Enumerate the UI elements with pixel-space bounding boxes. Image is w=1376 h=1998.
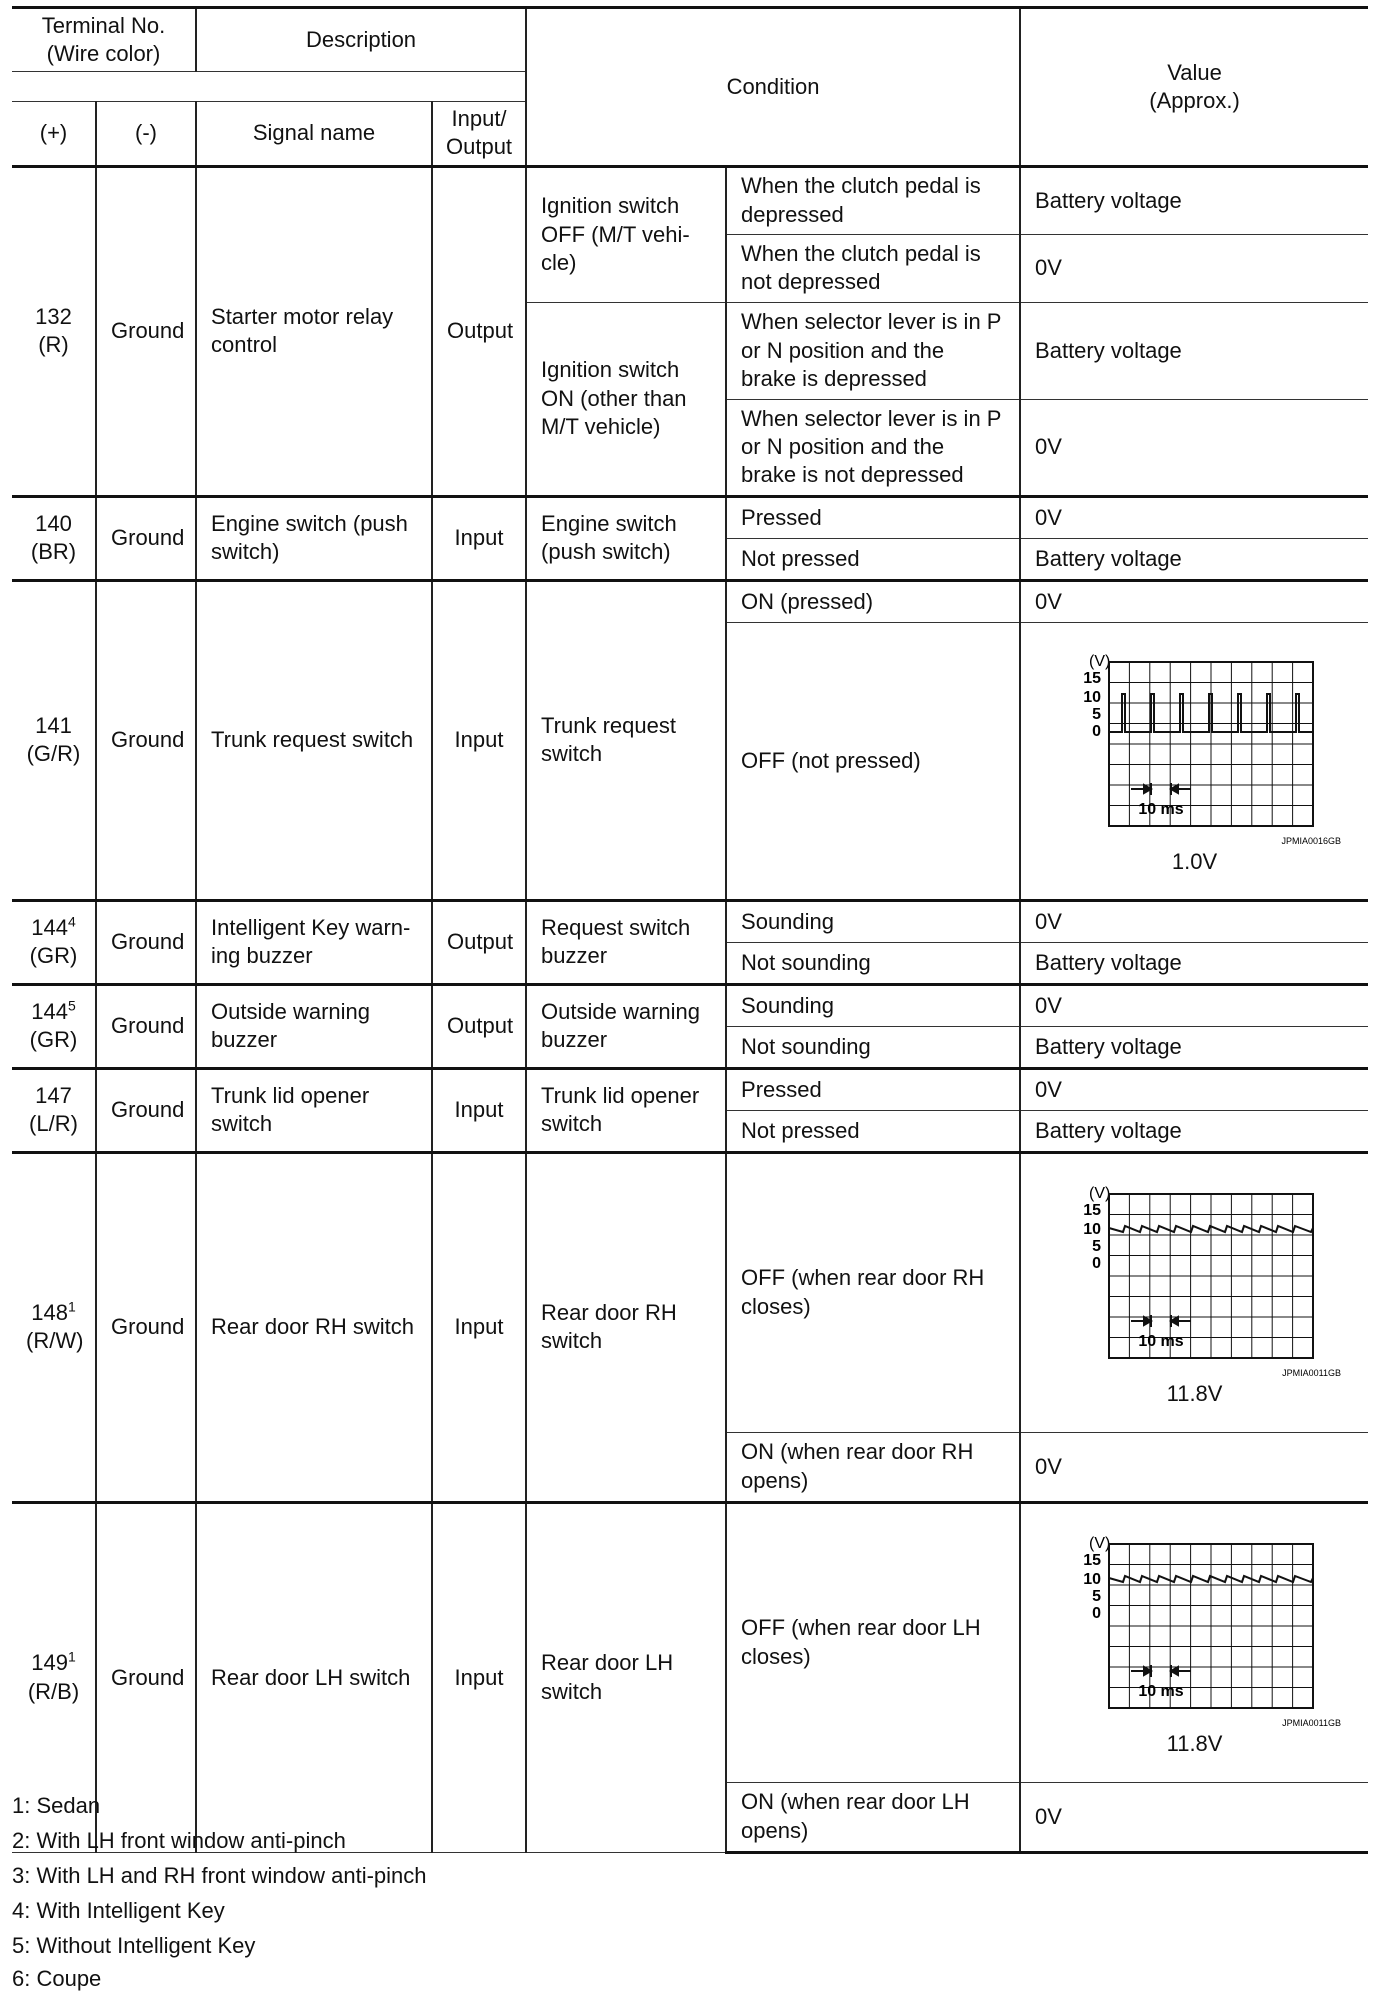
signal-name: Rear door RH switch	[196, 1152, 432, 1502]
terminal-number: 141	[35, 712, 72, 738]
sub-condition: When the clutch pedal is depressed	[726, 166, 1020, 234]
terminal-number: 144	[31, 914, 68, 940]
terminal-cell	[12, 984, 96, 1068]
terminal-number-line	[26, 1299, 81, 1327]
value: 0V	[1020, 1782, 1368, 1852]
footnote: 1: Sedan	[12, 1793, 101, 1818]
terminal-cell	[12, 496, 96, 580]
value: 0V	[1020, 234, 1368, 302]
table-row	[12, 580, 1368, 622]
wire-color: (R/B)	[27, 1678, 80, 1704]
timebase-label: 10 ms	[1137, 800, 1184, 818]
input-output: Input	[432, 1068, 526, 1152]
sub-condition: Pressed	[726, 1068, 1020, 1110]
waveform-value: 1.0V	[1171, 848, 1218, 874]
signal-name: Intelligent Key warn-ing buzzer	[196, 900, 432, 984]
value: Battery voltage	[1020, 166, 1368, 234]
signal-name: Outside warning buzzer	[196, 984, 432, 1068]
table-row	[12, 166, 1368, 234]
signal-name: Starter motor relay control	[196, 166, 432, 496]
footnote: 2: With LH front window anti-pinch	[12, 1828, 346, 1853]
terminal-number-line	[26, 1649, 81, 1677]
value: 0V	[1020, 580, 1368, 622]
signal-name: Rear door LH switch	[196, 1502, 432, 1852]
waveform-unit-label: (V)	[1088, 1184, 1110, 1202]
sub-condition: ON (pressed)	[726, 580, 1020, 622]
figure-code: JPMIA0011GB	[1281, 1717, 1341, 1728]
condition: Ignition switch OFF (M/T vehi-cle)	[526, 166, 726, 302]
waveform-tick-label: 5	[1091, 1237, 1101, 1255]
waveform-tick-label: 5	[1091, 705, 1101, 723]
waveform-tick-label: 5	[1091, 1587, 1101, 1605]
value: Battery voltage	[1020, 1026, 1368, 1068]
terminal-spec-table	[12, 6, 1368, 1854]
table-row	[12, 984, 1368, 1026]
signal-name: Engine switch (push switch)	[196, 496, 432, 580]
header-terminal-no-label: Terminal No.	[41, 13, 166, 38]
value: 0V	[1020, 496, 1368, 538]
waveform-tick-label: 15	[1082, 669, 1101, 687]
terminal-cell	[12, 580, 96, 900]
footnote-ref: 4	[67, 913, 76, 930]
header-input-output-line2: Output	[446, 134, 513, 160]
table-row	[12, 1502, 1368, 1782]
minus-terminal: Ground	[96, 1502, 196, 1852]
wire-color: (R/W)	[26, 1328, 84, 1354]
table-header	[12, 8, 1368, 167]
condition: Outside warning buzzer	[526, 984, 726, 1068]
wire-color: (GR)	[29, 943, 78, 969]
input-output: Output	[432, 166, 526, 496]
table-row	[12, 1068, 1368, 1110]
input-output: Input	[432, 580, 526, 900]
figure-code: JPMIA0011GB	[1281, 1367, 1341, 1378]
sub-condition: ON (when rear door LH opens)	[726, 1782, 1020, 1852]
minus-terminal: Ground	[96, 1068, 196, 1152]
condition: Trunk request switch	[526, 580, 726, 900]
waveform-trace	[1109, 694, 1313, 732]
sub-condition: Not sounding	[726, 1026, 1020, 1068]
sub-condition: When selector lever is in P or N position and the brake is not depressed	[726, 399, 1020, 496]
sub-condition: Not pressed	[726, 538, 1020, 580]
sub-condition: OFF (when rear door LH closes)	[726, 1502, 1020, 1782]
ripple-waveform-graph	[1045, 1528, 1345, 1728]
input-output: Input	[432, 1502, 526, 1852]
value: 0V	[1020, 900, 1368, 942]
minus-terminal: Ground	[96, 580, 196, 900]
value: 0V	[1020, 984, 1368, 1026]
header-input-output-line1: Input/	[451, 106, 507, 132]
header-signal-name: Signal name	[196, 102, 432, 166]
footnote-ref: 5	[67, 997, 76, 1014]
sub-condition: Sounding	[726, 900, 1020, 942]
value: 0V	[1020, 1068, 1368, 1110]
wire-color: (G/R)	[26, 741, 81, 767]
header-description: Description	[196, 8, 526, 72]
timebase-label: 10 ms	[1137, 1682, 1184, 1700]
sub-condition: OFF (when rear door RH closes)	[726, 1152, 1020, 1432]
waveform-tick-label: 15	[1082, 1201, 1101, 1219]
header-approx-label: (Approx.)	[1149, 87, 1240, 113]
waveform-tick-label: 10	[1082, 688, 1101, 706]
signal-name: Trunk request switch	[196, 580, 432, 900]
wire-color: (GR)	[29, 1027, 78, 1053]
wire-color: (L/R)	[29, 1111, 78, 1137]
waveform-tick-label: 0	[1091, 722, 1101, 740]
value: Battery voltage	[1020, 1110, 1368, 1152]
value: Battery voltage	[1020, 942, 1368, 984]
terminal-number: 144	[31, 998, 68, 1024]
terminal-cell	[12, 166, 96, 496]
input-output: Output	[432, 984, 526, 1068]
timebase-label: 10 ms	[1137, 1332, 1184, 1350]
table-row	[12, 496, 1368, 538]
footnote: 6: Coupe	[12, 1966, 102, 1991]
wire-color: (BR)	[30, 539, 77, 565]
terminal-cell	[12, 1068, 96, 1152]
condition: Trunk lid opener switch	[526, 1068, 726, 1152]
value: 0V	[1020, 399, 1368, 496]
waveform-unit-label: (V)	[1088, 652, 1110, 670]
sub-condition: Pressed	[726, 496, 1020, 538]
header-condition: Condition	[526, 8, 1020, 167]
signal-name: Trunk lid opener switch	[196, 1068, 432, 1152]
waveform-cell	[1020, 1152, 1368, 1432]
waveform-value: 11.8V	[1166, 1380, 1223, 1406]
condition: Rear door LH switch	[526, 1502, 726, 1852]
terminal-number: 132	[35, 303, 72, 329]
figure-code: JPMIA0016GB	[1281, 835, 1341, 846]
minus-terminal: Ground	[96, 496, 196, 580]
waveform-tick-label: 0	[1091, 1604, 1101, 1622]
sub-condition: When selector lever is in P or N position and the brake is depressed	[726, 302, 1020, 399]
table-row	[12, 900, 1368, 942]
wire-color: (R)	[38, 332, 69, 358]
header-value	[1020, 8, 1368, 167]
sub-condition: OFF (not pressed)	[726, 622, 1020, 900]
waveform-value: 11.8V	[1166, 1730, 1223, 1756]
value: 0V	[1020, 1432, 1368, 1502]
sub-condition: Sounding	[726, 984, 1020, 1026]
footnote: 5: Without Intelligent Key	[12, 1933, 256, 1958]
terminal-spec-table-wrapper	[12, 6, 1368, 1854]
waveform-cell	[1020, 622, 1368, 900]
sub-condition: When the clutch pedal is not depressed	[726, 234, 1020, 302]
waveform-cell	[1020, 1502, 1368, 1782]
ripple-waveform-graph	[1045, 1178, 1345, 1378]
minus-terminal: Ground	[96, 1152, 196, 1502]
terminal-number: 148	[31, 1299, 68, 1325]
header-plus-cell: (+)	[12, 102, 96, 166]
condition: Ignition switch ON (other than M/T vehicle)	[526, 302, 726, 496]
terminal-number: 140	[35, 510, 72, 536]
input-output: Output	[432, 900, 526, 984]
terminal-cell	[12, 900, 96, 984]
waveform-tick-label: 0	[1091, 1254, 1101, 1272]
condition: Rear door RH switch	[526, 1152, 726, 1502]
header-wire-color-label: (Wire color)	[46, 41, 161, 67]
footnote-ref: 1	[67, 1649, 76, 1666]
minus-terminal: Ground	[96, 984, 196, 1068]
waveform-unit-label: (V)	[1088, 1534, 1110, 1552]
sub-condition: Not sounding	[726, 942, 1020, 984]
terminal-number-line	[26, 914, 81, 942]
terminal-cell	[12, 1152, 96, 1502]
table-row	[12, 1152, 1368, 1432]
header-terminal-no	[12, 8, 196, 72]
condition: Engine switch (push switch)	[526, 496, 726, 580]
input-output: Input	[432, 1152, 526, 1502]
terminal-number: 149	[31, 1650, 68, 1676]
header-input-output	[432, 102, 526, 166]
terminal-number: 147	[35, 1082, 72, 1108]
footnote: 4: With Intelligent Key	[12, 1898, 225, 1923]
minus-terminal: Ground	[96, 900, 196, 984]
value: Battery voltage	[1020, 302, 1368, 399]
terminal-number-line	[26, 998, 81, 1026]
footnote: 3: With LH and RH front window anti-pinch	[12, 1863, 427, 1888]
footnote-ref: 1	[67, 1298, 76, 1315]
waveform-tick-label: 10	[1082, 1220, 1101, 1238]
waveform-tick-label: 10	[1082, 1570, 1101, 1588]
waveform-tick-label: 15	[1082, 1551, 1101, 1569]
condition: Request switch buzzer	[526, 900, 726, 984]
sub-condition: Not pressed	[726, 1110, 1020, 1152]
header-value-label: Value	[1167, 59, 1222, 85]
minus-terminal: Ground	[96, 166, 196, 496]
pulse-waveform-graph	[1045, 646, 1345, 846]
input-output: Input	[432, 496, 526, 580]
value: Battery voltage	[1020, 538, 1368, 580]
sub-condition: ON (when rear door RH opens)	[726, 1432, 1020, 1502]
header-minus-cell: (-)	[96, 102, 196, 166]
